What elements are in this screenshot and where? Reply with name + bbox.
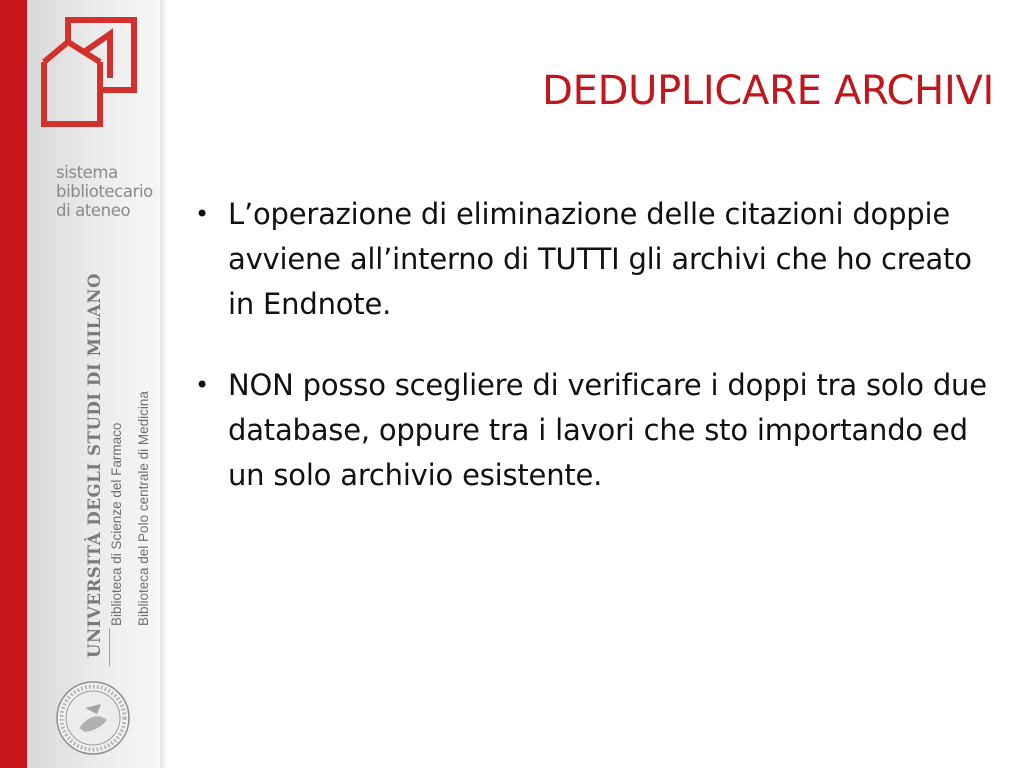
bullet-text: NON posso scegliere di verificare i doppi tra solo due database, oppure tra i lavori che sto importando ed un solo archivio esistente.: [228, 368, 987, 492]
university-seal-icon: [55, 680, 131, 756]
bullet-list: [195, 192, 995, 534]
system-name-line: di ateneo: [56, 201, 131, 220]
bullet-item: [195, 363, 995, 498]
university-name: UNIVERSITÀ DEGLI STUDI DI MILANO: [85, 272, 104, 658]
bullet-text: L’operazione di eliminazione delle citazioni doppie avviene all’interno di TUTTI gli archivi che ho creato in Endnote.: [228, 197, 972, 321]
slide-title: DEDUPLICARE ARCHIVI: [542, 68, 994, 114]
library-name-farmaco: Biblioteca di Scienze del Farmaco: [109, 422, 124, 626]
bullet-item: [195, 192, 995, 327]
library-logo-icon: [34, 12, 146, 130]
system-name-line: bibliotecario: [56, 182, 153, 201]
bullet-marker: •: [195, 200, 209, 228]
divider-line: [109, 628, 110, 666]
sidebar-shadow: [160, 0, 168, 768]
system-name: [56, 163, 156, 220]
library-name-medicina: Biblioteca del Polo centrale di Medicina: [136, 391, 151, 626]
bullet-marker: •: [195, 371, 209, 399]
system-name-line: sistema: [56, 163, 118, 182]
brand-red-bar: [0, 0, 27, 768]
